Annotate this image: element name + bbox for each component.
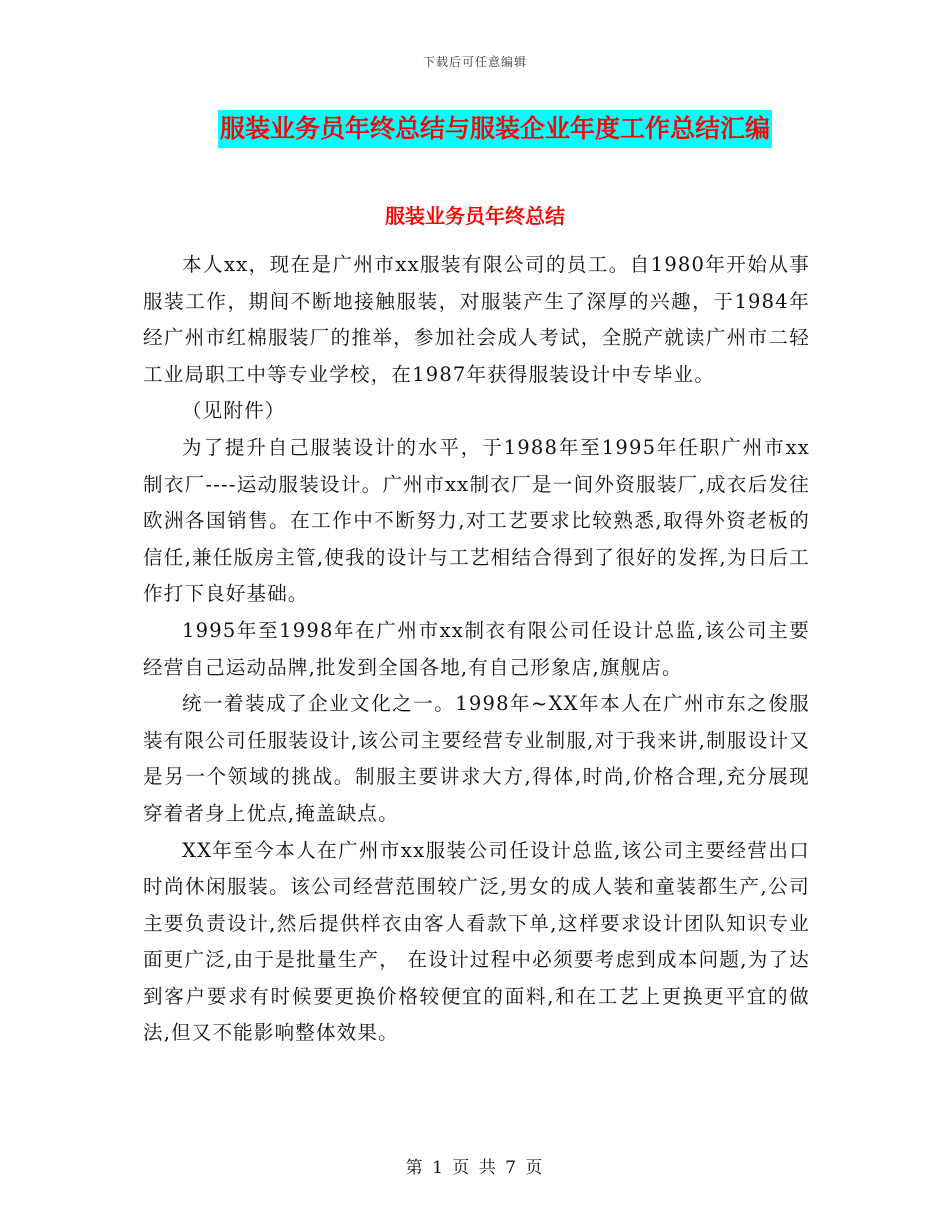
page-number-footer: 第 1 页 共 7 页: [405, 1158, 545, 1178]
paragraph-1: 本人xx，现在是广州市xx服装有限公司的员工。自1980年开始从事服装工作，期间不断地接触服装，对服装产生了深厚的兴趣，于1984年经广州市红棉服装厂的推举，参加社会成人考试，全脱产就读广州市二轻工业局职工中等专业学校，在1987年获得服装设计中专毕业。: [143, 253, 810, 386]
paragraph-6: XX年至今本人在广州市xx服装公司任设计总监,该公司主要经营出口时尚休闲服装。该公司经营范围较广泛,男女的成人装和童装都生产,公司主要负责设计,然后提供样衣由客人看款下单,这样要求设计团队知识专业面更广泛,由于是批量生产， 在设计过程中必须要考虑到成本问题,为了达到客户要求有时候要更换价格较便宜的面料,和在工艺上更换更平宜的做法,但又不能影响整体效果。: [143, 838, 810, 1045]
document-body: [143, 247, 810, 1052]
paragraph-3: 为了提升自己服装设计的水平，于1988年至1995年任职广州市xx制衣厂----运动服装设计。广州市xx制衣厂是一间外资服装厂,成衣后发往欧洲各国销售。在工作中不断努力,对工艺要求比较熟悉,取得外资老板的信任,兼任版房主管,使我的设计与工艺相结合得到了很好的发挥,为日后工作打下良好基础。: [143, 435, 810, 606]
header-note: 下载后可任意编辑: [422, 55, 527, 69]
section-title: 服装业务员年终总结: [385, 204, 565, 228]
document-title: 服装业务员年终总结与服装企业年度工作总结汇编: [218, 110, 772, 148]
paragraph-5: 统一着装成了企业文化之一。1998年~XX年本人在广州市东之俊服装有限公司任服装设计,该公司主要经营专业制服,对于我来讲,制服设计又是另一个领域的挑战。制服主要讲求大方,得体,时尚,价格合理,充分展现穿着者身上优点,掩盖缺点。: [143, 692, 810, 825]
document-title-container: [0, 110, 950, 148]
paragraph-2: （见附件）: [182, 399, 286, 423]
paragraph-4: 1995年至1998年在广州市xx制衣有限公司任设计总监,该公司主要经营自己运动品牌,批发到全国各地,有自己形象店,旗舰店。: [143, 618, 810, 679]
